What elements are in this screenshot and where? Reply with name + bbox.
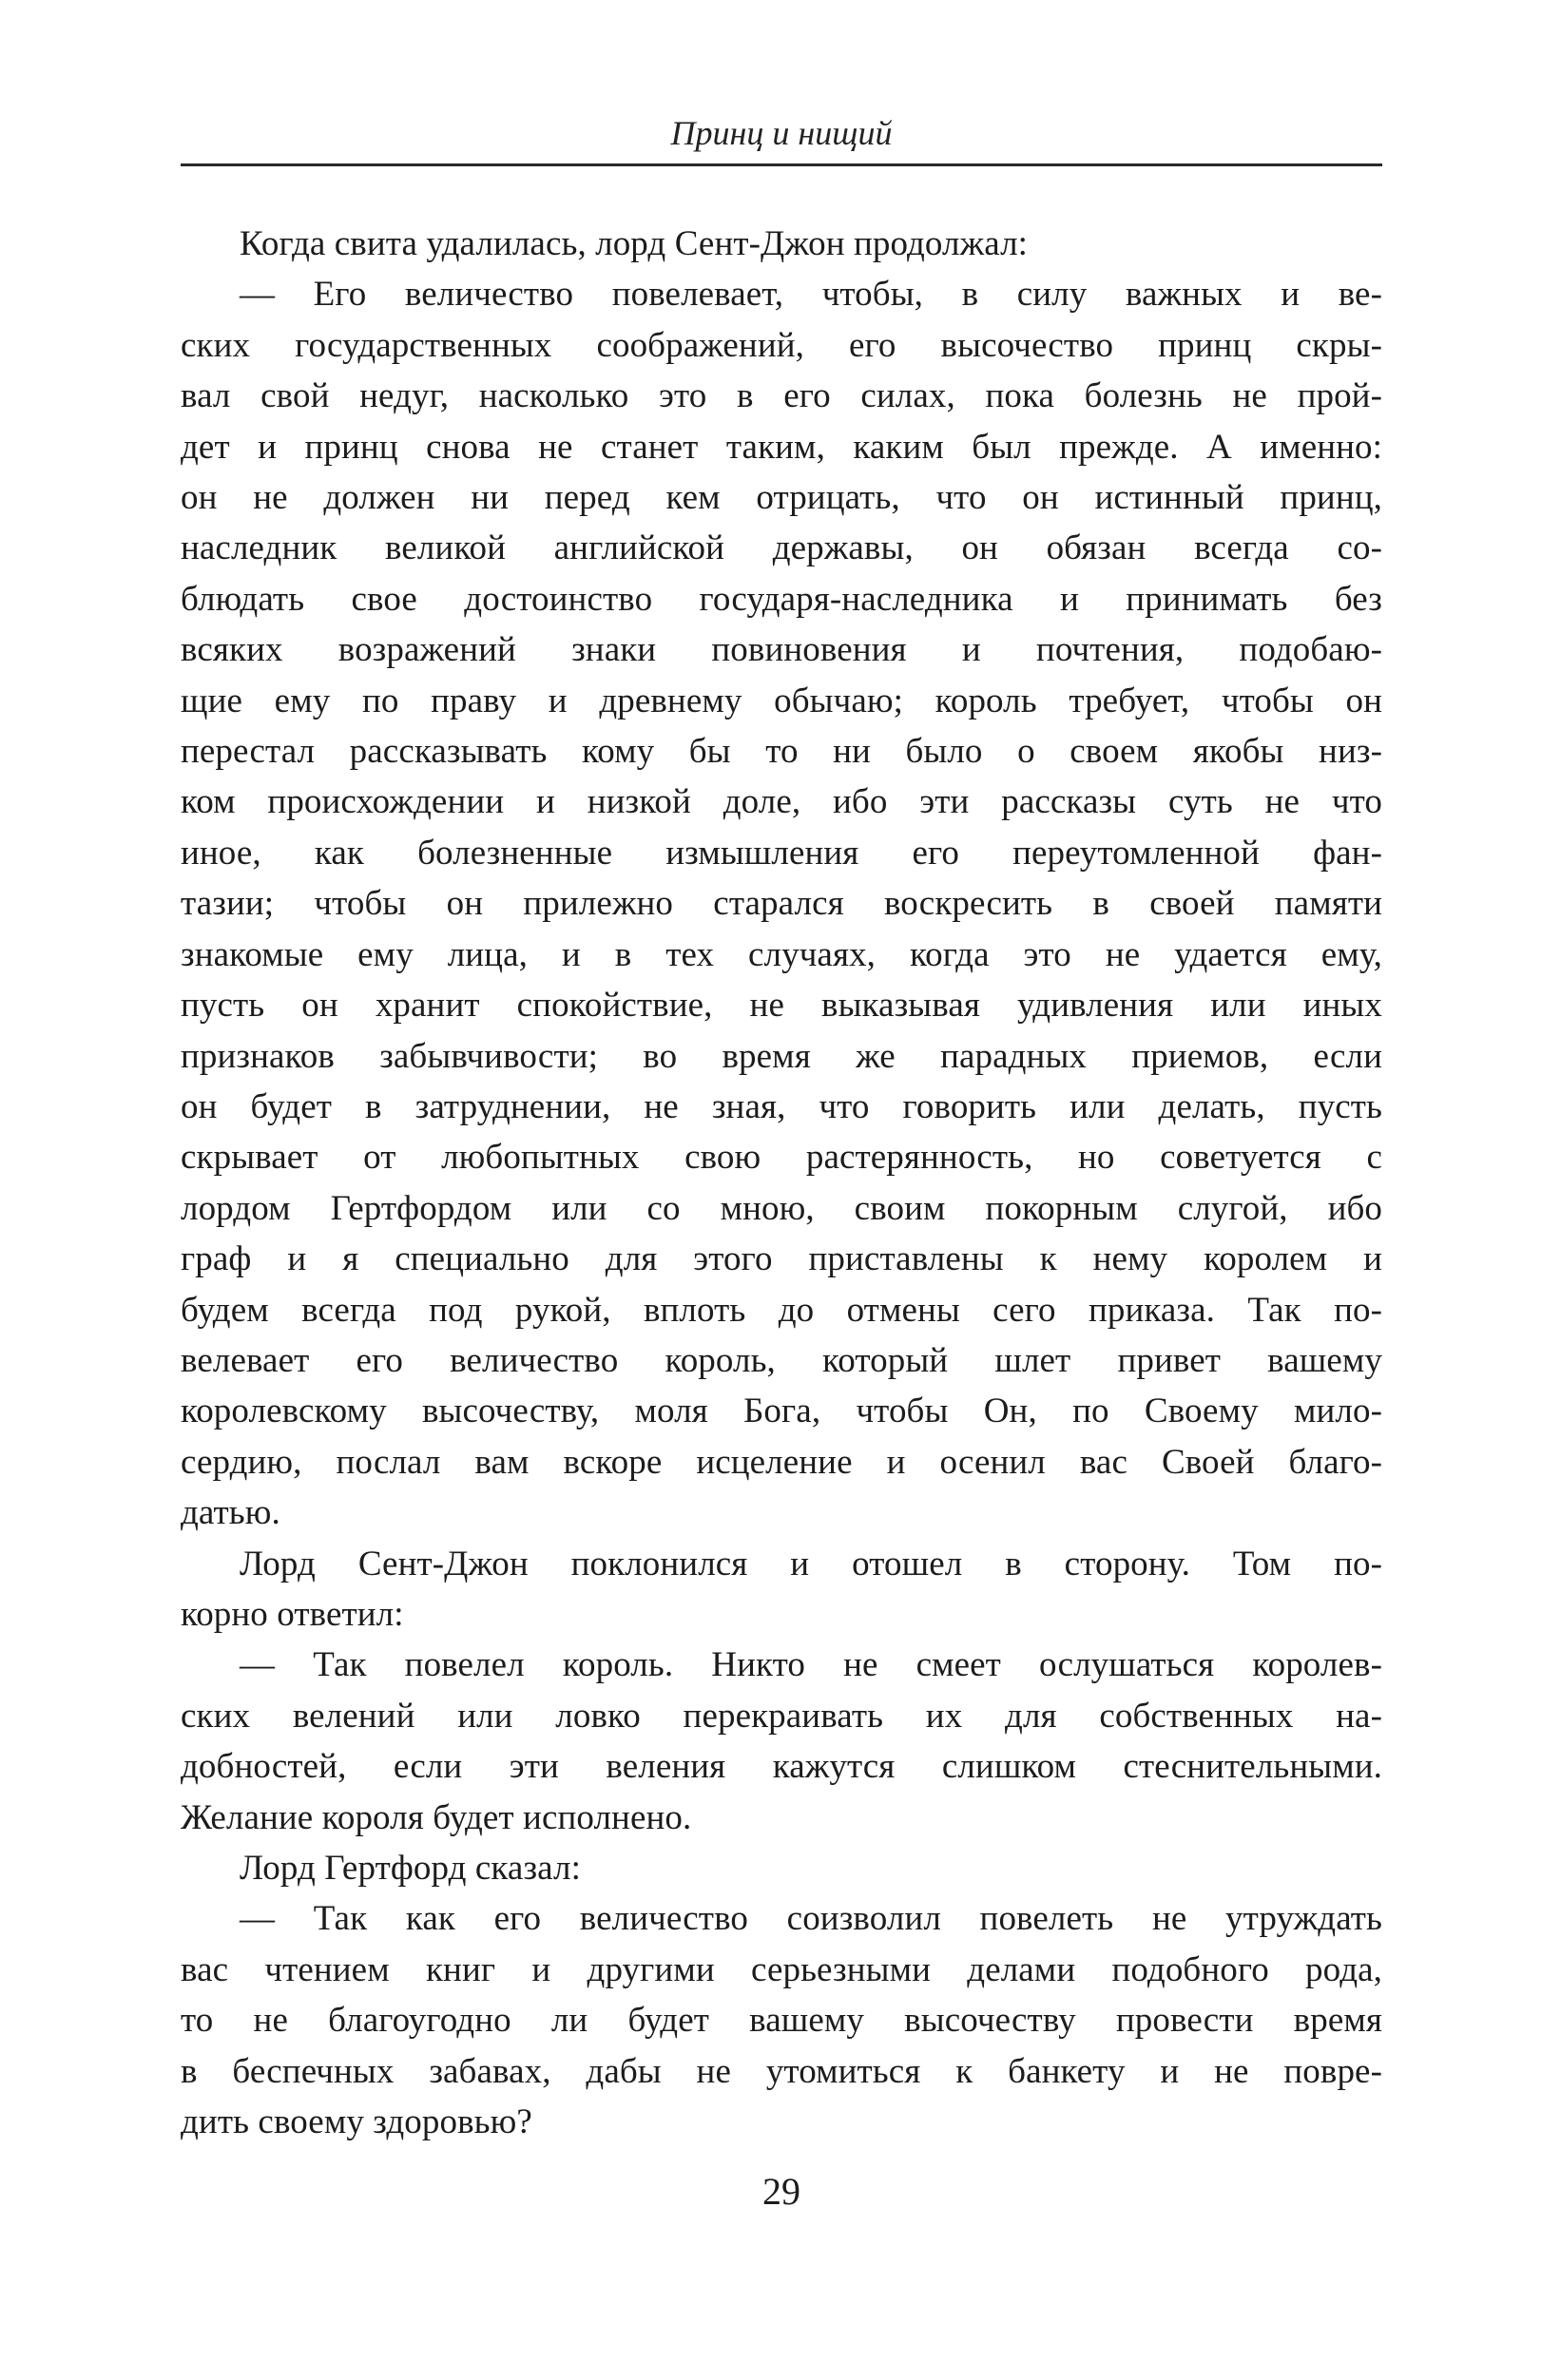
text-line: лордом Гертфордом или со мною, своим покорным слугой, ибо [181,1188,1382,1228]
text-line: дет и принц снова не станет таким, каким был прежде. А именно: [181,427,1382,467]
text-line: датью. [181,1493,280,1533]
text-line: — Так повелел король. Никто не смеет ослушаться королев- [240,1645,1382,1685]
running-head: Принц и нищий [670,114,893,152]
text-line: Лорд Сент-Джон поклонился и отошел в сторону. Том по- [240,1544,1382,1583]
text-line: граф и я специально для этого приставлены к нему королем и [181,1239,1382,1279]
text-line: велевает его величество король, который шлет привет вашему [181,1340,1382,1380]
text-line: дить своему здоровью? [181,2102,532,2142]
text-line: ских велений или ловко перекраивать их для собственных на- [181,1696,1382,1736]
text-line: щие ему по праву и древнему обычаю; король требует, чтобы он [181,681,1382,720]
text-line: будем всегда под рукой, вплоть до отмены сего приказа. Так по- [181,1290,1382,1330]
text-line: иное, как болезненные измышления его переутомленной фан- [181,833,1382,873]
body-text [181,219,1382,2147]
text-line: перестал рассказывать кому бы то ни было о своем якобы низ- [181,732,1382,772]
text-line: всяких возражений знаки повиновения и почтения, подобаю- [181,630,1382,670]
text-line: скрывает от любопытных свою растерянность, но советуется с [181,1138,1382,1178]
text-line: он не должен ни перед кем отрицать, что он истинный принц, [181,478,1382,518]
text-line: то не благоугодно ли будет вашему высочеству провести время [181,2001,1382,2041]
text-line: ком происхождении и низкой доле, ибо эти рассказы суть не что [181,782,1382,822]
text-line: вас чтением книг и другими серьезными делами подобного рода, [181,1949,1382,1989]
text-line: королевскому высочеству, моля Бога, чтобы Он, по Своему мило- [181,1392,1382,1431]
text-line: Желание короля будет исполнено. [181,1797,692,1837]
header-rule [181,163,1382,166]
page-number: 29 [762,2170,800,2213]
text-line: — Так как его величество соизволил повелеть не утруждать [240,1899,1382,1939]
text-line: тазии; чтобы он прилежно старался воскресить в своей памяти [181,884,1382,924]
text-line: сердию, послал вам вскоре исцеление и осенил вас Своей благо- [181,1442,1382,1482]
text-line: признаков забывчивости; во время же парадных приемов, если [181,1036,1382,1076]
text-line: он будет в затруднении, не зная, что говорить или делать, пусть [181,1086,1382,1126]
text-line: корно ответил: [181,1594,404,1634]
text-line: ских государственных соображений, его высочество принц скры- [181,325,1382,365]
text-line: вал свой недуг, насколько это в его силах, пока болезнь не прой- [181,376,1382,416]
text-line: наследник великой английской державы, он обязан всегда со- [181,528,1382,568]
text-line: знакомые ему лица, и в тех случаях, когда это не удается ему, [181,934,1382,974]
text-line: пусть он хранит спокойствие, не выказывая удивления или иных [181,986,1382,1026]
text-line: добностей, если эти веления кажутся слишком стеснительными. [181,1747,1382,1787]
text-line: блюдать свое достоинство государя-наследника и принимать без [181,579,1382,619]
text-line: Лорд Гертфорд сказал: [240,1849,581,1888]
text-line: — Его величество повелевает, чтобы, в силу важных и ве- [240,275,1382,315]
text-line: в беспечных забавах, дабы не утомиться к банкету и не повре- [181,2051,1382,2091]
text-line: Когда свита удалилась, лорд Сент-Джон продолжал: [240,224,1029,263]
